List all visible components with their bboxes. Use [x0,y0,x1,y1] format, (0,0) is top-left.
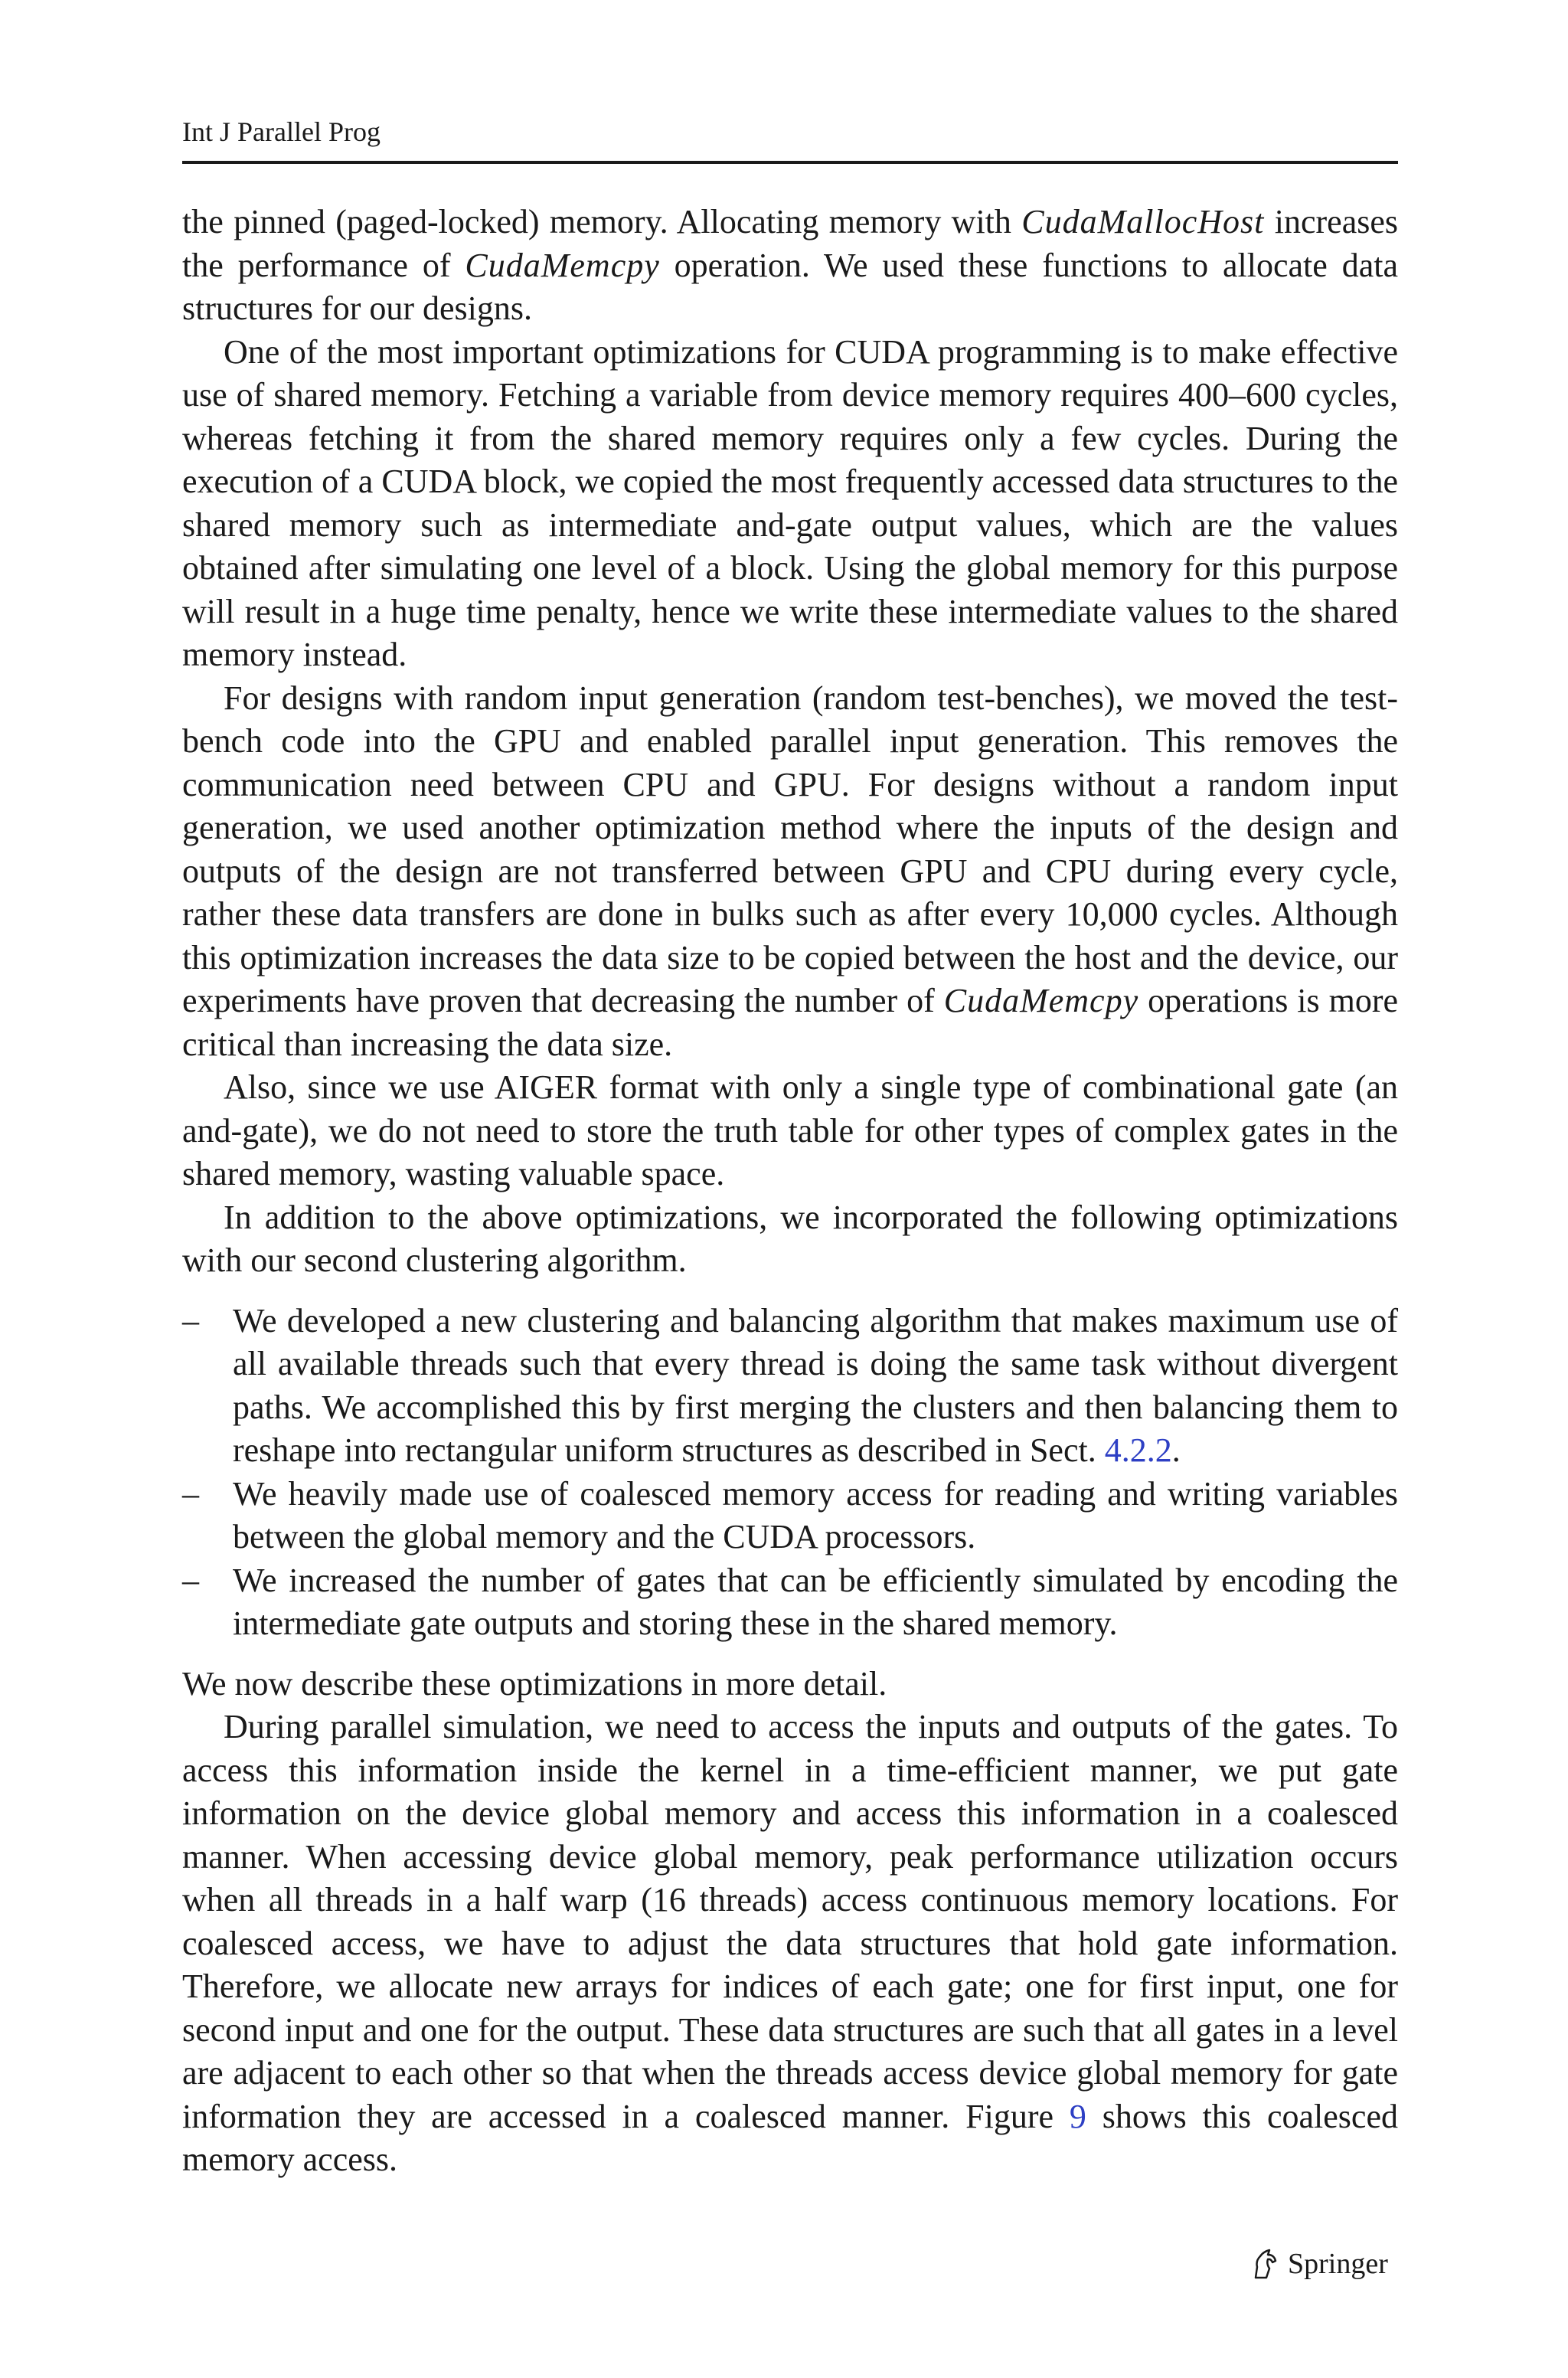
running-head: Int J Parallel Prog [182,116,381,147]
code-term: CudaMemcpy [465,246,660,284]
springer-horse-icon [1250,2247,1280,2281]
paragraph-5: In addition to the above optimizations, we incorporated the following optimizations with our second clustering algorithm. [182,1198,1398,1279]
paragraph-4: Also, since we use AIGER format with only a single type of combinational gate (an and-gate), we do not need to store the truth table for other types of complex gates in the shared memory, wasting valuable space. [182,1068,1398,1192]
paragraph-2: One of the most important optimizations for CUDA programming is to make effective use of shared memory. Fetching a variable from device memory requires 400–600 cycles, whereas fetching it from the shared memory requires only a few cycles. During the execution of a CUDA block, we copied the most frequently accessed data structures to the shared memory such as intermediate and-gate output values, which are the values obtained after simulating one level of a block. Using the global memory for this purpose will result in a huge time penalty, hence we write these intermediate values to the shared memory instead. [182,332,1398,673]
list-item: – We heavily made use of coalesced memory access for reading and writing variables between the global memory and the CUDA processors. [182,1473,1398,1559]
springer-logo [1250,2247,1388,2281]
paragraph-6: We now describe these optimizations in more detail. [182,1664,887,1703]
code-term: CudaMallocHost [1021,203,1265,240]
paragraph-1: the pinned (paged-locked) memory. Allocating memory with CudaMallocHost increases the performance of CudaMemcpy operation. We used these functions to allocate data structures for our designs. [182,203,1398,327]
header-rule [182,161,1398,164]
body-text [182,201,1398,2182]
publisher-name: Springer [1288,2248,1388,2280]
paragraph-7: During parallel simulation, we need to access the inputs and outputs of the gates. To access this information inside the kernel in a time-efficient manner, we put gate information on the device global memory and access this information in a coalesced manner. When accessing device global memory, peak performance utilization occurs when all threads in a half warp (16 threads) access continuous memory locations. For coalesced access, we have to adjust the data structures that hold gate information. Therefore, we allocate new arrays for indices of each gate; one for first input, one for second input and one for the output. These data structures are such that all gates in a level are adjacent to each other so that when the threads access device global memory for gate information they are accessed in a coalesced manner. Figure 9 shows this coalesced memory access. [182,1708,1398,2178]
section-link[interactable]: 4.2.2 [1104,1431,1172,1469]
figure-link[interactable]: 9 [1069,2097,1086,2135]
paragraph-3: For designs with random input generation (random test-benches), we moved the test-bench code into the GPU and enabled parallel input generation. This removes the communication need between CPU and GPU. For designs without a random input generation, we used another optimization method where the inputs of the design and outputs of the design are not transferred between GPU and CPU during every cycle, rather these data transfers are done in bulks such as after every 10,000 cycles. Although this optimization increases the data size to be copied between the host and the device, our experiments have proven that decreasing the number of CudaMemcpy operations is more critical than increasing the data size. [182,679,1398,1063]
list-item: – We developed a new clustering and balancing algorithm that makes maximum use of all available threads such that every thread is doing the same task without divergent paths. We accomplished this by first merging the clusters and then balancing them to reshape into rectangular uniform structures as described in Sect. 4.2.2. [182,1300,1398,1473]
list-item: – We increased the number of gates that can be efficiently simulated by encoding the intermediate gate outputs and storing these in the shared memory. [182,1559,1398,1646]
optimization-list [182,1300,1398,1646]
code-term: CudaMemcpy [943,982,1139,1019]
